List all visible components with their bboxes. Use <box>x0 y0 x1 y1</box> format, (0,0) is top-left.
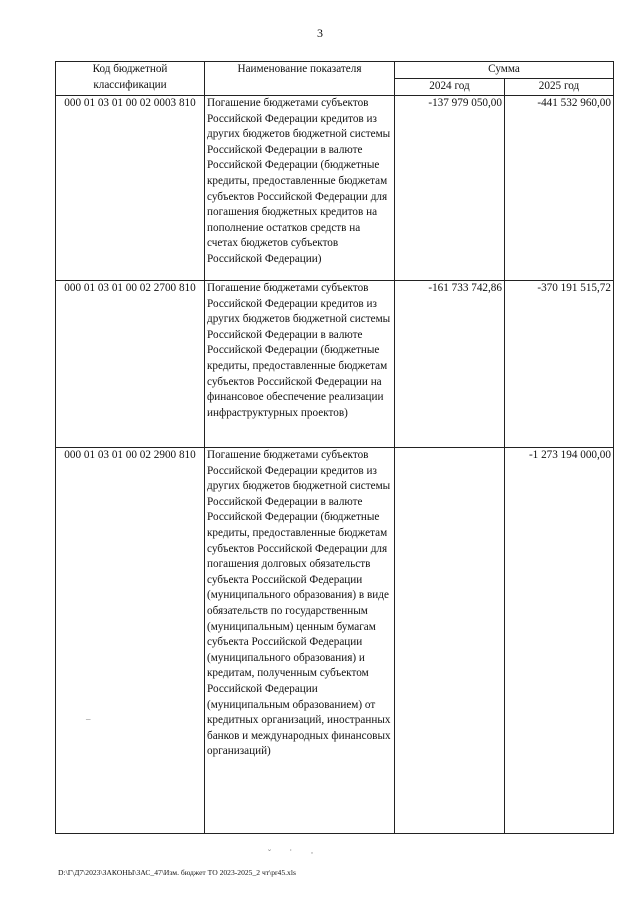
row-amount-2024: -137 979 050,00 <box>395 96 505 281</box>
row-code: 000 01 03 01 00 02 2700 810 <box>56 281 205 448</box>
header-sum: Сумма <box>395 62 614 79</box>
budget-table <box>55 61 614 834</box>
row-amount-2025: -1 273 194 000,00 <box>505 448 614 834</box>
header-name: Наименование показателя <box>205 62 395 96</box>
header-year-2024: 2024 год <box>395 79 505 96</box>
row-name: Погашение бюджетами субъектов Российской Федерации кредитов из других бюджетов бюджетной системы Российской Федерации в валюте Российской Федерации (бюджетные кредиты, предоставленные бюджетам субъектов Российской Федерации на финансовое обеспечение реализации инфраструктурных проектов) <box>205 281 395 448</box>
table-row <box>56 96 614 281</box>
row-code: 000 01 03 01 00 02 2900 810 <box>56 448 205 834</box>
row-amount-2025: -370 191 515,72 <box>505 281 614 448</box>
page-number: 3 <box>317 26 323 40</box>
header-year-2025: 2025 год <box>505 79 614 96</box>
row-code: 000 01 03 01 00 02 0003 810 <box>56 96 205 281</box>
table-row <box>56 281 614 448</box>
table-header-row <box>56 62 614 79</box>
scan-mark: – <box>86 714 91 724</box>
row-amount-2024 <box>395 448 505 834</box>
table-row <box>56 448 614 834</box>
row-name: Погашение бюджетами субъектов Российской Федерации кредитов из других бюджетов бюджетной системы Российской Федерации в валюте Российской Федерации (бюджетные кредиты, предоставленные бюджетам субъектов Российской Федерации для погашения долговых обязательств субъекта Российской Федерации (муниципального образования) в виде обязательств по государственным (муниципальным) ценным бумагам субъекта Российской Федерации (муниципального образования) и кредитам, полученным субъектом Российской Федерации (муниципальным образованием) от кредитных организаций, иностранных банков и международных финансовых организаций) <box>205 448 395 834</box>
scan-marks: ˘ ˙ · <box>268 848 322 858</box>
footer-file-path: D:\Г\Д7\2023\ЗАКОНЫ\ЗАС_47\Изм. бюджет ТО 2023-2025_2 чт\pr45.xls <box>58 868 296 877</box>
row-amount-2025: -441 532 960,00 <box>505 96 614 281</box>
row-name: Погашение бюджетами субъектов Российской Федерации кредитов из других бюджетов бюджетной системы Российской Федерации в валюте Российской Федерации (бюджетные кредиты, предоставленные бюджетам субъектов Российской Федерации для погашения бюджетных кредитов на пополнение остатков средств на счетах бюджетов субъектов Российской Федерации) <box>205 96 395 281</box>
row-amount-2024: -161 733 742,86 <box>395 281 505 448</box>
header-code: Код бюджетной классификации <box>56 62 205 96</box>
